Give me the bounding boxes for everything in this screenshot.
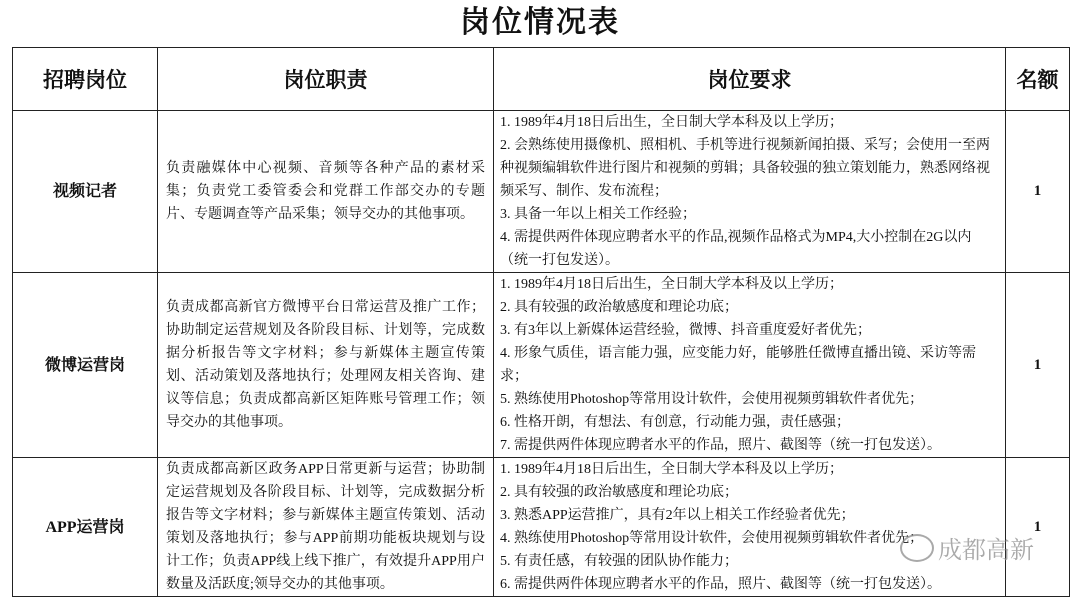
requirement-item: 2. 具有较强的政治敏感度和理论功底； <box>500 485 738 500</box>
position-name: 视频记者 <box>13 111 158 273</box>
page-title: 岗位情况表 <box>460 6 620 39</box>
position-count: 1 <box>1006 273 1070 458</box>
requirement-item: 5. 熟练使用Photoshop等常用设计软件，会使用视频剪辑软件者优先； <box>500 392 924 407</box>
watermark-text: 成都高新 <box>938 536 1034 564</box>
requirement-item: 1. 1989年4月18日后出生，全日制大学本科及以上学历； <box>500 277 843 292</box>
requirement-item: 6. 性格开朗，有想法、有创意，行动能力强，责任感强； <box>500 415 850 430</box>
position-requirements <box>494 458 1006 597</box>
requirement-item: 3. 熟悉APP运营推广，具有2年以上相关工作经验者优先； <box>500 508 855 523</box>
requirement-item: 5. 有责任感，有较强的团队协作能力； <box>500 554 738 569</box>
position-requirements <box>494 111 1006 273</box>
position-duties: 负责融媒体中心视频、音频等各种产品的素材采集；负责党工委管委会和党群工作部交办的专题片、专题调查等产品采集；领导交办的其他事项。 <box>158 111 494 273</box>
position-table <box>12 47 1070 597</box>
requirement-item: 3. 有3年以上新媒体运营经验，微博、抖音重度爱好者优先； <box>500 323 871 338</box>
requirement-item: 2. 会熟练使用摄像机、照相机、手机等进行视频新闻拍摄、采写；会使用一至两种视频编辑软件进行图片和视频的剪辑；具备较强的独立策划能力，熟悉网络视频采写、制作、发布流程； <box>500 138 990 199</box>
requirement-item: 3. 具备一年以上相关工作经验； <box>500 207 696 222</box>
position-duties: 负责成都高新官方微博平台日常运营及推广工作；协助制定运营规划及各阶段目标、计划等，完成数据分析报告等文字材料；参与新媒体主题宣传策划、活动策划及落地执行；处理网友相关咨询、建议等信息；负责成都高新区矩阵账号管理工作；领导交办的其他事项。 <box>158 273 494 458</box>
requirement-item: 4. 形象气质佳，语言能力强，应变能力好，能够胜任微博直播出镜、采访等需求； <box>500 346 976 384</box>
requirement-item: 1. 1989年4月18日后出生，全日制大学本科及以上学历； <box>500 115 843 130</box>
header-requirements: 岗位要求 <box>494 48 1006 111</box>
requirement-item: 2. 具有较强的政治敏感度和理论功底； <box>500 300 738 315</box>
header-position: 招聘岗位 <box>13 48 158 111</box>
requirement-item: 4. 熟练使用Photoshop等常用设计软件，会使用视频剪辑软件者优先； <box>500 531 924 546</box>
position-requirements <box>494 273 1006 458</box>
table-header-row <box>13 48 1070 111</box>
position-count: 1 <box>1006 111 1070 273</box>
requirement-item: 1. 1989年4月18日后出生，全日制大学本科及以上学历； <box>500 462 843 477</box>
requirement-item: 7. 需提供两件体现应聘者水平的作品，照片、截图等（统一打包发送）。 <box>500 438 941 453</box>
requirement-item: 4. 需提供两件体现应聘者水平的作品,视频作品格式为MP4,大小控制在2G以内（统一打包发送）。 <box>500 230 972 268</box>
position-name: APP运营岗 <box>13 458 158 597</box>
wechat-icon <box>900 534 934 562</box>
watermark <box>900 530 1034 565</box>
table-row <box>13 273 1070 458</box>
header-count: 名额 <box>1006 48 1070 111</box>
header-duties: 岗位职责 <box>158 48 494 111</box>
table-row <box>13 458 1070 597</box>
requirement-item: 6. 需提供两件体现应聘者水平的作品，照片、截图等（统一打包发送）。 <box>500 577 941 592</box>
position-name: 微博运营岗 <box>13 273 158 458</box>
table-row <box>13 111 1070 273</box>
position-count: 1 <box>1006 458 1070 597</box>
position-duties: 负责成都高新区政务APP日常更新与运营；协助制定运营规划及各阶段目标、计划等，完成数据分析报告等文字材料；参与新媒体主题宣传策划、活动策划及落地执行；参与APP前期功能板块规划与设计工作；负责APP线上线下推广，有效提升APP用户数量及活跃度;领导交办的其他事项。 <box>158 458 494 597</box>
